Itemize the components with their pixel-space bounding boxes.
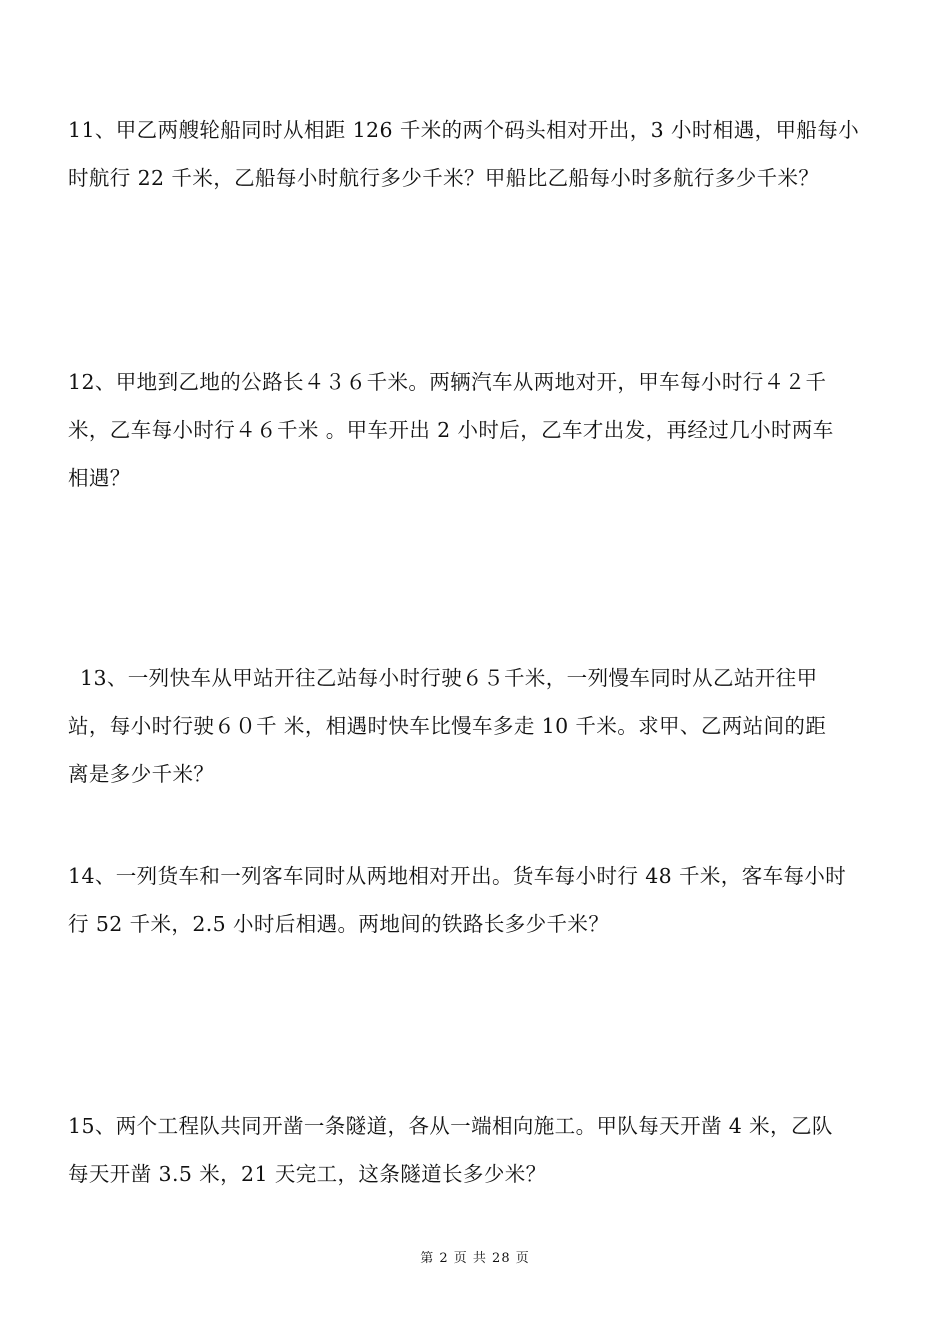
problem-11-line-1: 11、甲乙两艘轮船同时从相距 126 千米的两个码头相对开出，3 小时相遇，甲船每小 xyxy=(68,118,860,142)
problem-13 xyxy=(68,654,888,798)
problem-14-line-1: 14、一列货车和一列客车同时从两地相对开出。货车每小时行 48 千米，客车每小时 xyxy=(68,864,847,888)
problem-12-line-1: 12、甲地到乙地的公路长４３６千米。两辆汽车从两地对开，甲车每小时行４２千 xyxy=(68,370,827,394)
problem-11 xyxy=(68,106,888,202)
page-footer: 第 2 页 共 28 页 xyxy=(420,1251,530,1266)
problem-11-line-2: 时航行 22 千米，乙船每小时航行多少千米？甲船比乙船每小时多航行多少千米？ xyxy=(68,166,820,190)
problem-12-line-3: 相遇？ xyxy=(68,466,131,490)
problem-15 xyxy=(68,1102,888,1198)
problem-13-line-2: 站，每小时行驶６０千 米，相遇时快车比慢车多走 10 千米。求甲、乙两站间的距 xyxy=(68,714,827,738)
problem-12 xyxy=(68,358,888,502)
problem-13-line-1: 13、一列快车从甲站开往乙站每小时行驶６５千米，一列慢车同时从乙站开往甲 xyxy=(80,666,818,690)
problem-14-line-2: 行 52 千米，2.5 小时后相遇。两地间的铁路长多少千米？ xyxy=(68,912,610,936)
problem-14 xyxy=(68,852,888,948)
problem-12-line-2: 米，乙车每小时行４６千米 。甲车开出 2 小时后，乙车才出发，再经过几小时两车 xyxy=(68,418,834,442)
problem-15-line-1: 15、两个工程队共同开凿一条隧道，各从一端相向施工。甲队每天开凿 4 米，乙队 xyxy=(68,1114,833,1138)
problem-15-line-2: 每天开凿 3.5 米，21 天完工，这条隧道长多少米？ xyxy=(68,1162,547,1186)
problem-13-line-3: 离是多少千米？ xyxy=(68,762,215,786)
